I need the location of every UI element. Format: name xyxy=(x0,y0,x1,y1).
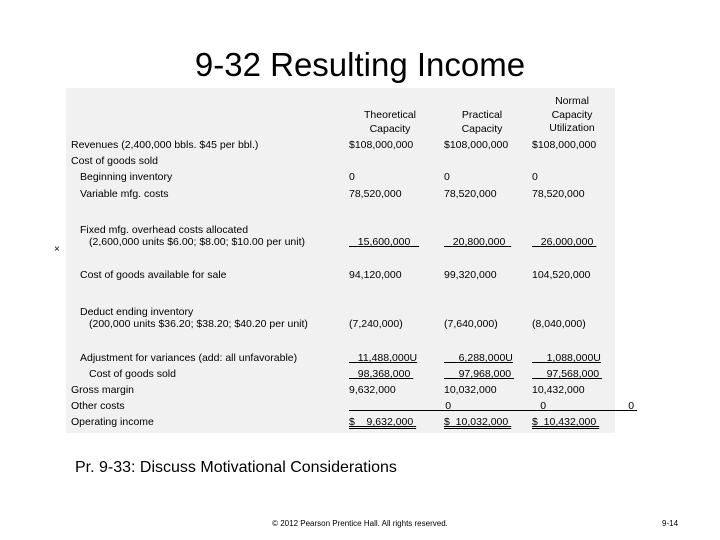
header-practical xyxy=(437,109,527,136)
variable-practical: 78,520,000 xyxy=(444,188,497,200)
operating-practical-value: $ 10,032,000 xyxy=(444,416,509,428)
header-normal-line2: Capacity xyxy=(551,108,593,121)
row-cogs-label: Cost of goods sold xyxy=(71,155,158,167)
fixed-theoretical-value: 15,600,000 xyxy=(357,236,411,248)
fixed-practical xyxy=(444,236,511,248)
revenues-normal: $108,000,000 xyxy=(532,139,597,151)
header-normal xyxy=(527,95,617,136)
adjustment-practical xyxy=(444,352,513,364)
row-ending-label-line2: (200,000 units $36.20; $38.20; $40.20 per unit) xyxy=(89,318,308,330)
row-other-label: Other costs xyxy=(71,400,125,412)
row-variable-label: Variable mfg. costs xyxy=(80,188,169,200)
row-revenues-label: Revenues (2,400,000 bbls. $45 per bbl.) xyxy=(71,139,259,151)
header-normal-line1: Normal xyxy=(555,95,589,107)
header-normal-line3: Utilization xyxy=(549,122,595,134)
row-available-label: Cost of goods available for sale xyxy=(80,269,227,281)
gross-practical: 10,032,000 xyxy=(444,384,497,396)
row-fixed-label-line2: (2,600,000 units $6.00; $8.00; $10.00 per unit) xyxy=(89,236,305,248)
cogs-total-practical-value: 97,968,000 xyxy=(458,368,512,380)
fixed-normal xyxy=(532,236,596,248)
revenues-practical: $108,000,000 xyxy=(444,139,509,151)
ending-normal: (8,040,000) xyxy=(532,318,586,330)
adjustment-normal-value: 1,088,000U xyxy=(546,352,601,364)
operating-normal xyxy=(532,416,599,428)
copyright-footer: © 2012 Pearson Prentice Hall. All rights reserved. xyxy=(272,519,448,528)
gross-normal: 10,432,000 xyxy=(532,384,585,396)
ending-practical: (7,640,000) xyxy=(444,318,498,330)
fixed-normal-value: 26,000,000 xyxy=(540,236,594,248)
adjustment-practical-value: 6,288,000U xyxy=(458,352,513,364)
other-normal xyxy=(532,400,637,412)
operating-theoretical-value: $ 9,632,000 xyxy=(349,416,414,428)
ending-theoretical: (7,240,000) xyxy=(349,318,403,330)
adjustment-theoretical-value: 11,488,000U xyxy=(357,352,418,364)
operating-theoretical xyxy=(349,416,416,428)
cogs-total-practical xyxy=(444,368,514,380)
operating-practical xyxy=(444,416,511,428)
row-adjustment-label: Adjustment for variances (add: all unfavorable) xyxy=(80,352,298,364)
beginning-normal: 0 xyxy=(532,171,538,183)
available-theoretical: 94,120,000 xyxy=(349,269,402,281)
header-theoretical-line1: Theoretical xyxy=(364,109,416,121)
row-fixed-label-line1: Fixed mfg. overhead costs allocated xyxy=(80,224,249,236)
gross-theoretical: 9,632,000 xyxy=(349,384,396,396)
cogs-total-normal-value: 97,568,000 xyxy=(546,368,600,380)
problem-subtitle: Pr. 9-33: Discuss Motivational Considerations xyxy=(75,459,397,476)
other-theoretical xyxy=(349,400,454,412)
beginning-theoretical: 0 xyxy=(349,171,355,183)
cogs-total-theoretical-value: 98,368,000 xyxy=(357,368,411,380)
fixed-theoretical xyxy=(349,236,419,248)
row-gross-label: Gross margin xyxy=(71,384,135,396)
row-cogs-total-label: Cost of goods sold xyxy=(89,368,176,380)
beginning-practical: 0 xyxy=(444,171,450,183)
cogs-total-theoretical xyxy=(349,368,413,380)
header-theoretical xyxy=(345,109,435,136)
row-operating-label: Operating income xyxy=(71,416,154,428)
revenues-theoretical: $108,000,000 xyxy=(349,139,414,151)
row-ending-label-line1: Deduct ending inventory xyxy=(80,306,194,318)
available-practical: 99,320,000 xyxy=(444,269,497,281)
cogs-total-normal xyxy=(532,368,602,380)
variable-normal: 78,520,000 xyxy=(532,188,585,200)
row-beginning-label: Beginning inventory xyxy=(80,171,173,183)
header-practical-line2: Capacity xyxy=(461,122,503,135)
adjustment-theoretical xyxy=(349,352,417,364)
other-practical-value: 0 xyxy=(540,400,547,412)
other-normal-value: 0 xyxy=(628,400,635,412)
header-practical-line1: Practical xyxy=(461,109,503,121)
header-theoretical-line2: Capacity xyxy=(369,122,411,135)
adjustment-normal xyxy=(532,352,601,364)
slide-title: 9-32 Resulting Income xyxy=(194,46,526,83)
variable-theoretical: 78,520,000 xyxy=(349,188,402,200)
multiply-sign: × xyxy=(54,244,60,255)
fixed-practical-value: 20,800,000 xyxy=(452,236,506,248)
operating-normal-value: $ 10,432,000 xyxy=(532,416,597,428)
page-number: 9-14 xyxy=(662,519,679,528)
other-theoretical-value: 0 xyxy=(445,400,452,412)
available-normal: 104,520,000 xyxy=(532,269,591,281)
